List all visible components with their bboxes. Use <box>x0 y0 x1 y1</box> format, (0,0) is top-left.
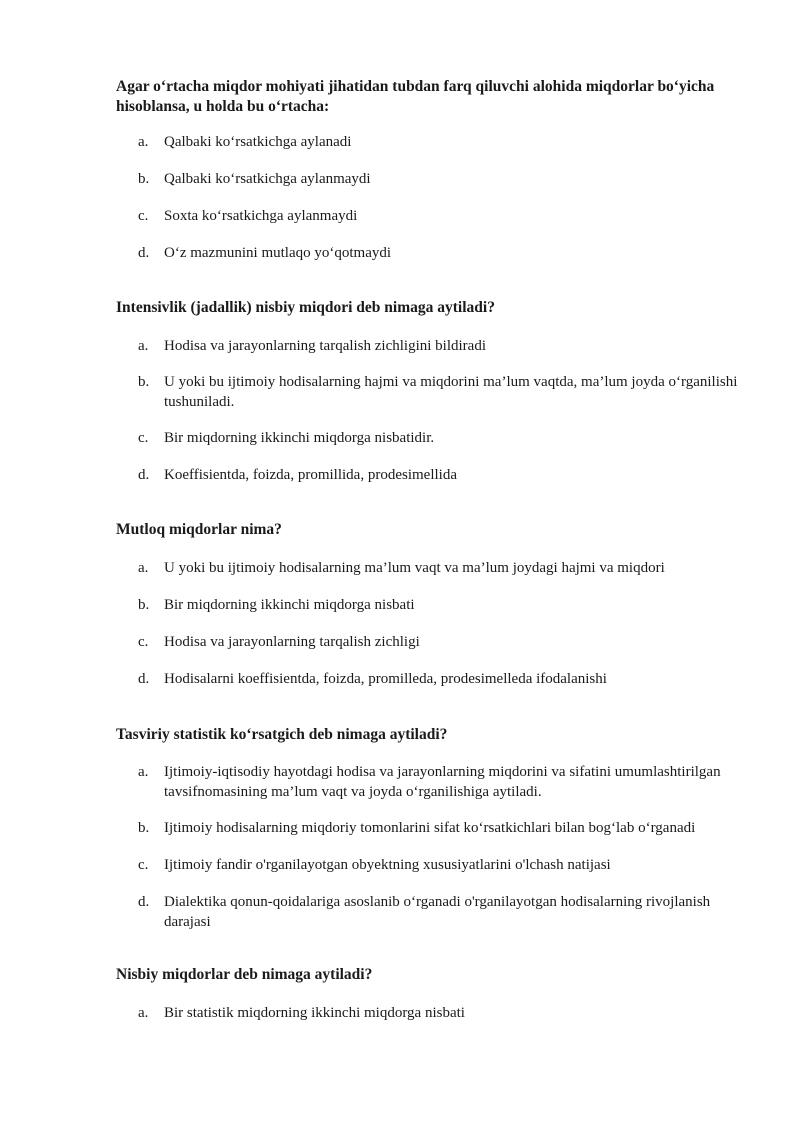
option-letter: c. <box>138 857 149 873</box>
option-text: Soxta ko‘rsatkichga aylanmaydi <box>164 208 358 224</box>
option-letter: d. <box>138 671 150 687</box>
question-3-option-d <box>138 669 748 689</box>
option-text: U yoki bu ijtimoiy hodisalarning hajmi va miqdorini ma’lum vaqtda, ma’lum joyda o‘rganilishi tushuniladi. <box>164 374 738 410</box>
option-letter: c. <box>138 208 149 224</box>
option-letter: b. <box>138 597 150 613</box>
option-letter: a. <box>138 134 149 150</box>
option-letter: a. <box>138 338 149 354</box>
option-letter: a. <box>138 764 149 780</box>
question-4-option-a <box>138 762 748 802</box>
option-text: Ijtimoiy fandir o'rganilayotgan obyektning xususiyatlarini o'lchash natijasi <box>164 857 611 873</box>
question-5: Nisbiy miqdorlar deb nimaga aytiladi? <box>116 966 373 983</box>
question-1-option-c <box>138 206 748 226</box>
option-text: Ijtimoiy hodisalarning miqdoriy tomonlarini sifat ko‘rsatkichlari bilan bog‘lab o‘rganadi <box>164 820 696 836</box>
question-2-option-d <box>138 465 748 485</box>
option-letter: c. <box>138 430 149 446</box>
question-1-option-d <box>138 243 748 263</box>
option-text: Koeffisientda, foizda, promillida, prodesimellida <box>164 467 457 483</box>
option-letter: b. <box>138 374 150 390</box>
option-letter: d. <box>138 245 150 261</box>
question-2-option-a <box>138 336 748 356</box>
question-1: Agar o‘rtacha miqdor mohiyati jihatidan tubdan farq qiluvchi alohida miqdorlar bo‘yicha hisoblansa, u holda bu o‘rtacha: <box>116 78 715 115</box>
question-2: Intensivlik (jadallik) nisbiy miqdori deb nimaga aytiladi? <box>116 299 495 316</box>
option-text: Ijtimoiy-iqtisodiy hayotdagi hodisa va jarayonlarning miqdorini va sifatini umumlashtirilgan tavsifnomasining ma’lum vaqt va joyda o‘rganilishiga aytiladi. <box>164 764 721 800</box>
question-3: Mutloq miqdorlar nima? <box>116 521 282 538</box>
option-text: Bir miqdorning ikkinchi miqdorga nisbati <box>164 597 415 613</box>
option-letter: a. <box>138 560 149 576</box>
question-5-option-a <box>138 1003 748 1023</box>
option-text: Bir statistik miqdorning ikkinchi miqdorga nisbati <box>164 1005 465 1021</box>
option-text: Qalbaki ko‘rsatkichga aylanadi <box>164 134 352 150</box>
question-4-option-d <box>138 892 748 932</box>
option-text: Hodisalarni koeffisientda, foizda, promilleda, prodesimelleda ifodalanishi <box>164 671 607 687</box>
question-3-option-b <box>138 595 748 615</box>
option-text: Bir miqdorning ikkinchi miqdorga nisbatidir. <box>164 430 435 446</box>
option-letter: b. <box>138 820 150 836</box>
option-text: Dialektika qonun-qoidalariga asoslanib o‘rganadi o'rganilayotgan hodisalarning rivojlanish darajasi <box>164 894 711 930</box>
question-4-option-b <box>138 818 748 838</box>
option-letter: d. <box>138 467 150 483</box>
option-text: Qalbaki ko‘rsatkichga aylanmaydi <box>164 171 371 187</box>
option-text: U yoki bu ijtimoiy hodisalarning ma’lum vaqt va ma’lum joydagi hajmi va miqdori <box>164 560 665 576</box>
option-letter: b. <box>138 171 150 187</box>
option-text: Hodisa va jarayonlarning tarqalish zichligi <box>164 634 420 650</box>
question-2-option-b <box>138 372 748 412</box>
option-text: O‘z mazmunini mutlaqo yo‘qotmaydi <box>164 245 392 261</box>
question-4-option-c <box>138 855 748 875</box>
option-letter: a. <box>138 1005 149 1021</box>
option-letter: d. <box>138 894 150 910</box>
question-4: Tasviriy statistik ko‘rsatgich deb nimaga aytiladi? <box>116 726 448 743</box>
question-3-option-c <box>138 632 748 652</box>
question-2-option-c <box>138 428 748 448</box>
question-3-option-a <box>138 558 748 578</box>
option-text: Hodisa va jarayonlarning tarqalish zichligini bildiradi <box>164 338 486 354</box>
option-letter: c. <box>138 634 149 650</box>
question-1-option-a <box>138 132 748 152</box>
question-1-option-b <box>138 169 748 189</box>
